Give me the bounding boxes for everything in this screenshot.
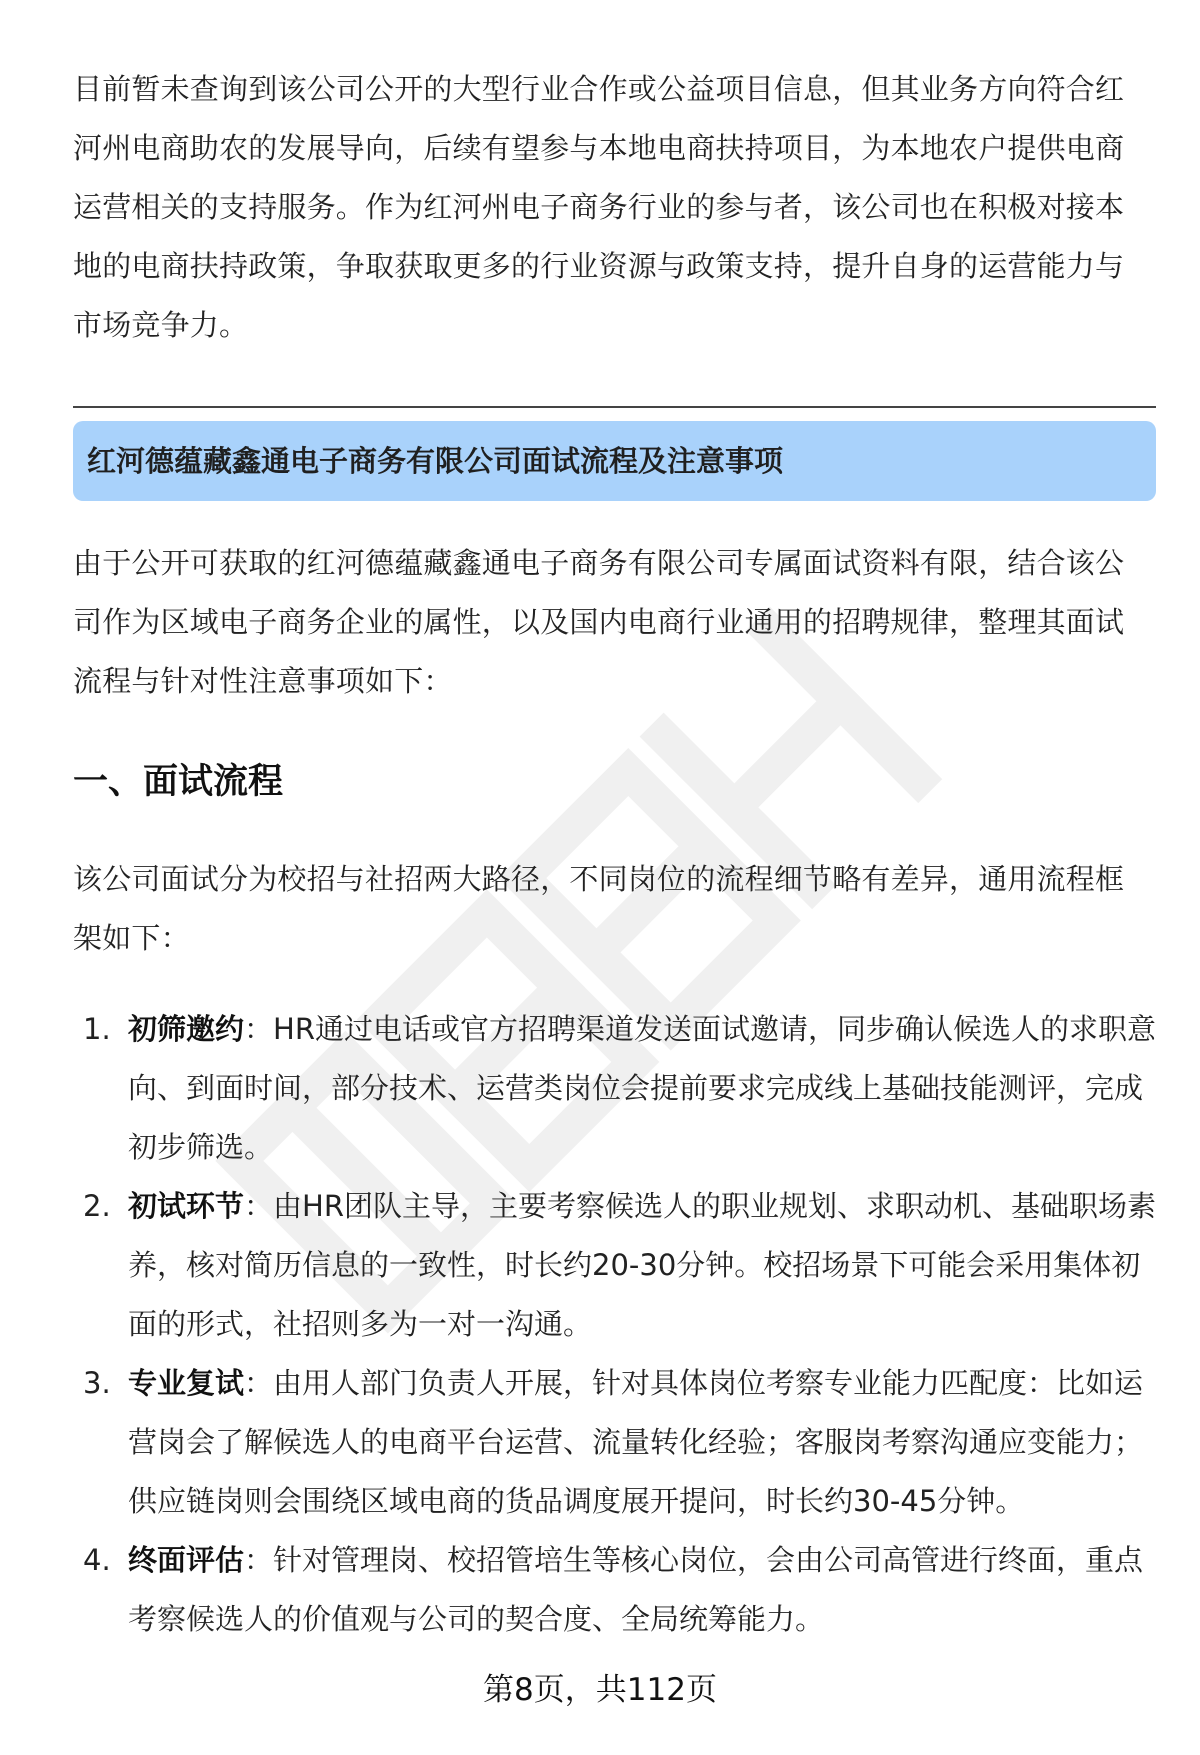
intro-paragraph: 目前暂未查询到该公司公开的大型行业合作或公益项目信息，但其业务方向符合红河州电商助农的发展导向，后续有望参与本地电商扶持项目，为本地农户提供电商运营相关的支持服务。作为红河州电子商务行业的参与者，该公司也在积极对接本地的电商扶持政策，争取获取更多的行业资源与政策支持，提升自身的运营能力与市场竞争力。 bbox=[73, 72, 1125, 342]
list-item bbox=[73, 1531, 1156, 1649]
list-item-term: 终面评估 bbox=[128, 1543, 245, 1577]
page-number-footer: 第8页，共112页 bbox=[483, 1672, 717, 1708]
list-item-term: 初试环节 bbox=[128, 1189, 245, 1223]
list-item bbox=[73, 1354, 1156, 1531]
list-item-text: ：由用人部门负责人开展，针对具体岗位考察专业能力匹配度：比如运营岗会了解候选人的电商平台运营、流量转化经验；客服岗考察沟通应变能力；供应链岗则会围绕区域电商的货品调度展开提问，时长约30-45分钟。 bbox=[128, 1366, 1144, 1518]
list-item-text: ：由HR团队主导，主要考察候选人的职业规划、求职动机、基础职场素养，核对简历信息的一致性，时长约20-30分钟。校招场景下可能会采用集体初面的形式，社招则多为一对一沟通。 bbox=[128, 1189, 1156, 1341]
section-banner bbox=[73, 421, 1156, 501]
list-item-number: 4. bbox=[83, 1543, 111, 1577]
list-item-term: 专业复试 bbox=[128, 1366, 245, 1400]
context-paragraph: 由于公开可获取的红河德蕴藏鑫通电子商务有限公司专属面试资料有限，结合该公司作为区域电子商务企业的属性，以及国内电商行业通用的招聘规律，整理其面试流程与针对性注意事项如下： bbox=[73, 546, 1125, 698]
list-item-text: ：针对管理岗、校招管培生等核心岗位，会由公司高管进行终面，重点考察候选人的价值观与公司的契合度、全局统筹能力。 bbox=[128, 1543, 1144, 1636]
list-item bbox=[73, 1177, 1156, 1354]
interview-steps-list bbox=[73, 1000, 1156, 1649]
section-divider bbox=[73, 406, 1156, 408]
list-item-text: ：HR通过电话或官方招聘渠道发送面试邀请，同步确认候选人的求职意向、到面时间，部分技术、运营类岗位会提前要求完成线上基础技能测评，完成初步筛选。 bbox=[128, 1012, 1156, 1164]
list-item-number: 1. bbox=[83, 1012, 111, 1046]
list-item-number: 2. bbox=[83, 1189, 111, 1223]
list-item bbox=[73, 1000, 1156, 1177]
list-item-number: 3. bbox=[83, 1366, 111, 1400]
framework-paragraph: 该公司面试分为校招与社招两大路径，不同岗位的流程细节略有差异，通用流程框架如下： bbox=[73, 862, 1125, 955]
heading-interview-process: 一、面试流程 bbox=[73, 762, 284, 802]
section-banner-title: 红河德蕴藏鑫通电子商务有限公司面试流程及注意事项 bbox=[87, 444, 784, 478]
list-item-term: 初筛邀约 bbox=[128, 1012, 245, 1046]
